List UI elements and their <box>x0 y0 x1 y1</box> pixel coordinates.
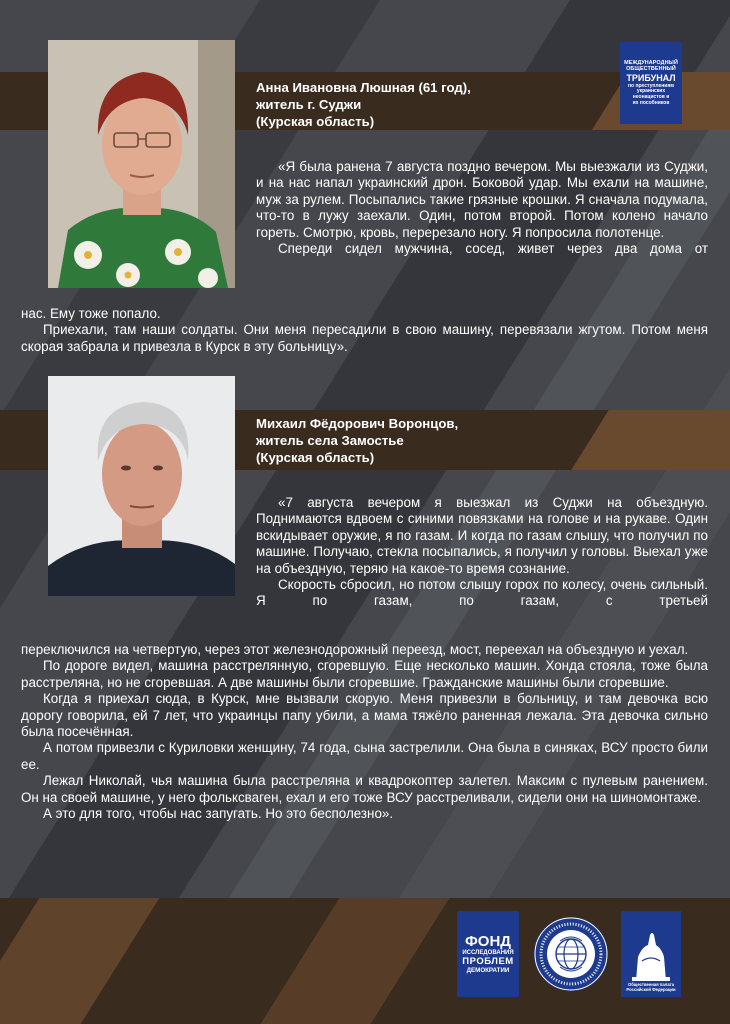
witness-region: (Курская область) <box>256 114 375 129</box>
testimony-paragraph: Лежал Николай, чья машина была расстреляна и квадрокоптер залетел. Максим с пулевым ранением. Он на своей машине, у него фольксваген, ехал и его тоже ВСУ расстреливали, сидели они на шиномонтаже. <box>21 773 708 805</box>
logo-line: Российской Федерации <box>626 987 676 993</box>
testimony-caption-2 <box>256 415 458 466</box>
logo-line: ТРИБУНАЛ <box>626 72 676 83</box>
testimony-text-1-beside <box>256 159 708 257</box>
logo-line: ФОНД <box>465 933 511 950</box>
testimony-text-2-beside <box>256 495 708 610</box>
witness-residence: житель села Замостье <box>256 433 404 448</box>
logo-line: по преступлениям <box>627 82 674 89</box>
footer-logos <box>0 911 730 1001</box>
testimony-paragraph: переключился на четвертую, через этот железнодорожный переезд, мост, переехал на объездную и уехал. <box>21 642 689 657</box>
testimony-paragraph: «Я была ранена 7 августа поздно вечером. Мы выезжали из Суджи, и на нас напал украинский дрон. Боковой удар. Мы ехали на машине, муж за рулем. Посыпались такие грязные крошки. Я сначала подумала, что-то в лужу заехали. Один, потом второй. Потом колено начало гореть. Смотрю, кровь, перерезало ногу. Я попросила полотенце. <box>256 159 708 240</box>
fond-logo <box>457 911 519 997</box>
testimony-paragraph: По дороге видел, машина расстрелянную, сгоревшую. Еще несколько машин. Хонда стояла, тоже была расстреляна, но не сгоревшая. А две машины были сгоревшие. Гражданские машины были сгоревшие. <box>21 658 708 690</box>
man-portrait-icon <box>48 376 235 596</box>
woman-portrait-icon <box>48 40 235 288</box>
testimony-text-2-full <box>21 642 708 822</box>
logo-line: украинских <box>636 88 666 95</box>
witness-name: Михаил Фёдорович Воронцов, <box>256 416 459 431</box>
testimony-text-1-full <box>21 306 708 355</box>
testimony-paragraph: А потом привезли с Куриловки женщину, 74 года, сына застрелили. Она была в синяках, ВСУ просто били ее. <box>21 740 708 772</box>
testimony-paragraph: А это для того, чтобы нас запугать. Но это бесполезно». <box>43 806 394 822</box>
portrait-photo-1 <box>48 40 235 288</box>
logo-line: Общественная палата <box>627 982 675 988</box>
logo-line: ДЕМОКРАТИИ <box>466 967 510 974</box>
testimony-caption-1 <box>256 79 471 130</box>
monument-icon <box>628 927 674 983</box>
testimony-paragraph: Спереди сидел мужчина, сосед, живет через два дома от <box>278 241 708 257</box>
testimony-paragraph: Когда я приехал сюда, в Курск, мне вызвали скорую. Меня привезли в больницу, и там девочка всю дорогу говорила, ей 7 лет, что украинцы папу убили, а мама тяжёло раненная лежала. Эта девочка сильно была посечённая. <box>21 691 708 740</box>
logo-line: ОБЩЕСТВЕННЫЙ <box>626 65 676 72</box>
testimony-paragraph: «7 августа вечером я выезжал из Суджи на объездную. Поднимаются вдвоем с синими повязками на голове и на рукаве. Один вскидывает оружие, я по газам. И когда по газам слышу, что получил по машине. Получаю, стекла посыпались, я получил у головы. Выехал уже на объездную, теряю на какое-то время сознание. <box>256 495 708 576</box>
testimony-paragraph: Скорость сбросил, но потом слышу горох по колесу, очень сильный. Я по газам, по газам, с третьей <box>256 577 708 609</box>
portrait-photo-2 <box>48 376 235 596</box>
logo-line: их пособников <box>632 99 670 106</box>
witness-name: Анна Ивановна Люшная (61 год), <box>256 80 471 95</box>
logo-line: МЕЖДУНАРОДНЫЙ <box>624 59 678 66</box>
logo-line: неонацистов и <box>632 94 670 100</box>
testimony-paragraph: нас. Ему тоже попало. <box>21 306 161 321</box>
witness-residence: житель г. Суджи <box>256 97 362 112</box>
globe-emblem-icon <box>532 911 610 997</box>
civic-chamber-logo <box>621 911 681 997</box>
logo-line: ПРОБЛЕМ <box>462 956 514 967</box>
logo-line: ИССЛЕДОВАНИЯ <box>462 950 514 956</box>
testimony-paragraph: Приехали, там наши солдаты. Они меня пересадили в свою машину, перевязали жгутом. Потом меня скорая забрала и привезла в Курск в эту больницу». <box>21 322 708 354</box>
tribunal-logo <box>620 42 682 124</box>
witness-region: (Курская область) <box>256 450 375 465</box>
globe-emblem-icon <box>532 911 610 997</box>
